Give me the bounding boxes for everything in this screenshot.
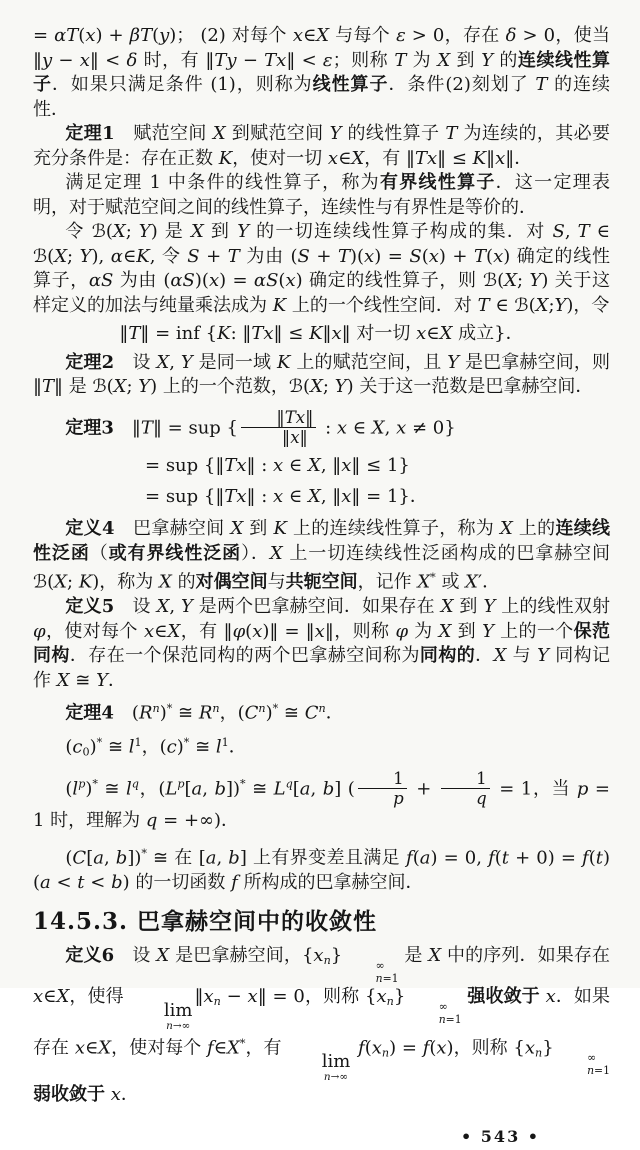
page-number: • 543 • [461, 1127, 540, 1147]
definition-6-paragraph: 定义6 设 X 是巴拿赫空间，{xn} ∞ n=1 是 X 中的序列．如果存在 x∈X，使得 lim n→∞ ‖xn − x‖ = 0，则称 {xn} ∞ n=1 强收敛于 x．如果存在 x∈X，使对每个 f∈X*，有 lim n→∞ f(xn) = f(x)，则称 {xn} ∞ n=1 弱收敛于 x． [33, 945, 611, 1105]
bounded-operator-paragraph: 满足定理 1 中条件的线性算子，称为有界线性算子．这一定理表明，对于赋范空间之间的线性算子，连续性与有界性是等价的． [33, 172, 611, 218]
theorem-2-paragraph: 定理2 设 X, Y 是同一域 K 上的赋范空间，且 Y 是巴拿赫空间，则 ‖T‖ 是 ℬ(X; Y) 上的一个范数，ℬ(X; Y) 关于这一范数是巴拿赫空间． [33, 351, 610, 397]
operator-norm-formula: ‖T‖ = inf {K: ‖Tx‖ ≤ K‖x‖ 对一切 x∈X 成立}． [119, 323, 524, 344]
theorem-4-line: 定理4 $(R^n)^*$ ≅ $R^n$，$(C^n)^*$ ≅ $C^n$． [65, 702, 344, 725]
dual-c0-line: (c0)* ≅ $l^1$，(c)* ≅ $l^1$． [65, 735, 247, 759]
content-bottom [33, 944, 610, 1107]
definition-4-paragraph: 定义4 巴拿赫空间 X 到 K 上的连续线性算子，称为 X 上的连续线性泛函（或有界线性泛函）．X 上一切连续线性泛函构成的巴拿赫空间 ℬ(X; K)，称为 X 的对偶空间与共轭空间，记作 X* 或 X′． [33, 518, 611, 593]
operator-space-paragraph: 令 ℬ(X; Y) 是 X 到 Y 的一切连续线性算子构成的集．对 S, T ∈ ℬ(X; Y), α∈K, 令 S + T 为由 (S + T)(x) = S(x) + T(x) 确定的线性算子，αS 为由 (αS)(x) = αS(x) 确定的线性算子，则 ℬ(X; Y) 关于这样定义的加法与纯量乘法成为 K 上的一个线性空间．对 T ∈ ℬ(X;Y)，令 [33, 221, 610, 316]
section-heading: 14.5.3. 巴拿赫空间中的收敛性 [33, 907, 378, 935]
theorem-3-formula-line-1: 定理3 ‖T‖ = sup { $\frac{‖Tx‖}{‖x‖}$ : x ∈ X, x ≠ 0} [65, 407, 456, 448]
dual-lp-line: $(l^p)^*$ ≅ $l^q$，($L^p[a$, b])* ≅ $L^q[a$, b] ( $\frac{1}{p}$ + $\frac{1}{q}$ = 1，当 p = 1 时，理解为 q = +∞)． [33, 768, 610, 832]
theorem-3-formula-line-3: = sup {‖Tx‖ : x ∈ X, ‖x‖ = 1}． [145, 485, 428, 507]
continuation-paragraph: = αT(x) + βT(y)； (2) 对每个 x∈X 与每个 ε > 0，存在 δ > 0，使当 ‖y − x‖ < δ 时，有 ‖Ty − Tx‖ < ε；则称 T 为 X 到 Y 的连续线性算子．如果只满足条件 (1)，则称为线性算子．条件(2)刻划了 T 的连续性． [33, 25, 611, 120]
content-top [33, 24, 610, 896]
definition-5-paragraph: 定义5 设 X, Y 是两个巴拿赫空间．如果存在 X 到 Y 上的线性双射 φ，使对每个 x∈X，有 ‖φ(x)‖ = ‖x‖，则称 φ 为 X 到 Y 上的一个保范同构．存在一个保范同构的两个巴拿赫空间称为同构的．X 与 Y 同构记作 X ≅ Y． [33, 596, 611, 691]
theorem-3-formula-line-2: = sup {‖Tx‖ : x ∈ X, ‖x‖ ≤ 1} [145, 455, 410, 477]
dual-c-ab-line: (C[a, b])* ≅ 在 [a, b] 上有界变差且满足 f(a) = 0, f(t + 0) = f(t) (a < t < b) 的一切函数 f 所构成的巴拿赫空间． [33, 846, 610, 894]
theorem-1-paragraph: 定理1 赋范空间 X 到赋范空间 Y 的线性算子 T 为连续的，其必要充分条件是：存在正数 K，使对一切 x∈X，有 ‖Tx‖ ≤ K‖x‖． [33, 123, 610, 169]
